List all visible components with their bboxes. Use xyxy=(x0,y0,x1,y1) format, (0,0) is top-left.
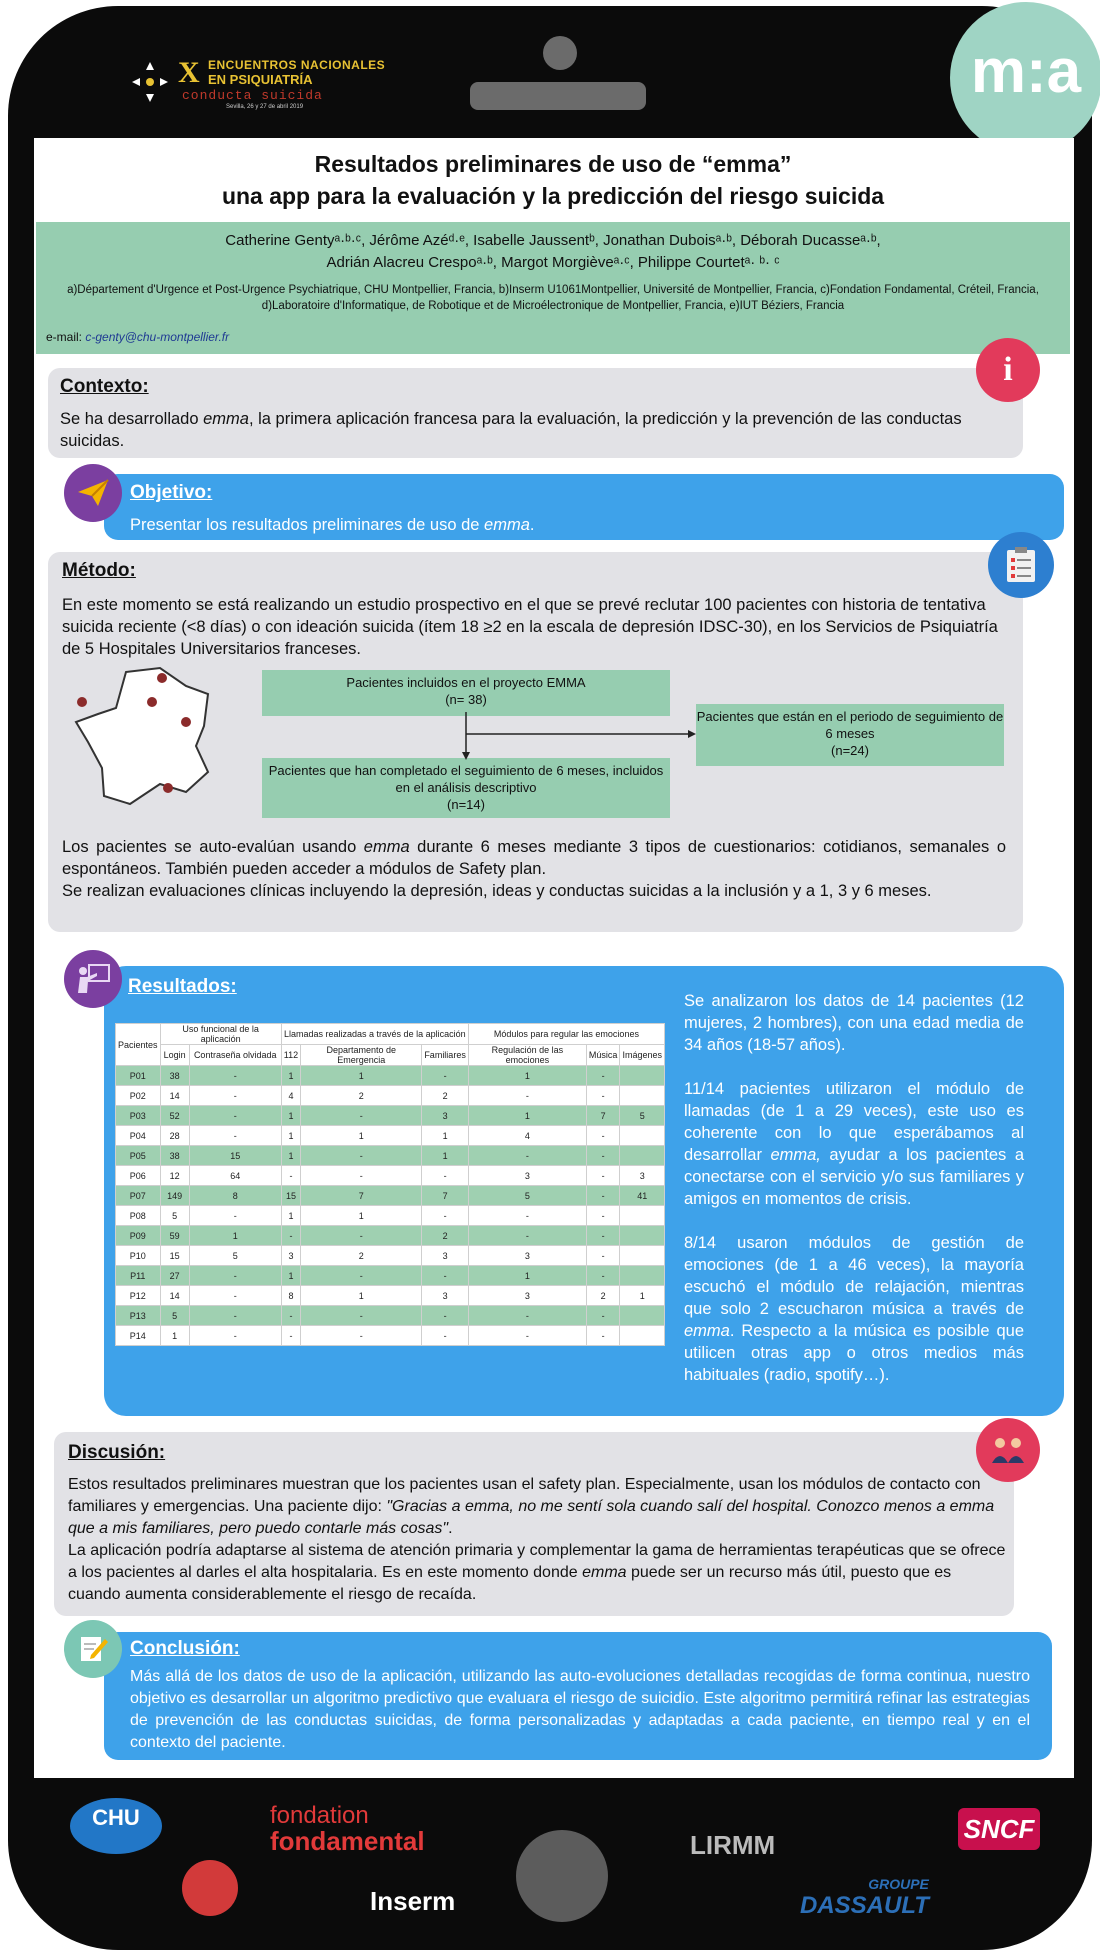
table-cell: - xyxy=(586,1226,620,1246)
table-cell: 59 xyxy=(160,1226,189,1246)
table-column-header: 112 xyxy=(281,1045,300,1066)
flow-box-completed: Pacientes que han completado el seguimiento de 6 meses, incluidos en el análisis descriptivo (n=14) xyxy=(262,758,670,818)
table-cell: - xyxy=(586,1326,620,1346)
table-cell: 3 xyxy=(422,1246,469,1266)
resultados-p3-a: 8/14 usaron módulos de gestión de emociones (de 1 a 46 veces), la mayoría escuchó el módulo de relajación, mientras que solo 2 escucharon música a través de xyxy=(684,1234,1024,1318)
table-row xyxy=(116,1186,665,1206)
resultados-p1: Se analizaron los datos de 14 pacientes (12 mujeres, 2 hombres), con una edad media de 34 años (18-57 años). xyxy=(684,992,1024,1054)
table-cell: - xyxy=(281,1166,300,1186)
table-cell: - xyxy=(422,1326,469,1346)
congress-line1: ENCUENTROS NACIONALES xyxy=(208,58,386,72)
table-cell: 14 xyxy=(160,1286,189,1306)
presenter-icon xyxy=(64,950,122,1008)
contexto-text-em: emma xyxy=(203,410,249,428)
speaker-bar xyxy=(470,82,646,110)
table-cell: 3 xyxy=(422,1286,469,1306)
table-cell: 12 xyxy=(160,1166,189,1186)
table-cell: 8 xyxy=(189,1186,281,1206)
table-cell: 2 xyxy=(586,1286,620,1306)
table-cell: 1 xyxy=(468,1266,586,1286)
table-cell: 5 xyxy=(189,1246,281,1266)
university-seal-icon xyxy=(182,1860,238,1916)
table-cell: 1 xyxy=(281,1066,300,1086)
fondation-text-2: fondamental xyxy=(270,1826,425,1856)
table-cell: - xyxy=(189,1126,281,1146)
congress-logo xyxy=(130,54,410,114)
table-cell: - xyxy=(422,1266,469,1286)
metodo-heading: Método: xyxy=(62,560,136,581)
resultados-p2-a: 11/14 pacientes utilizaron el módulo de llamadas (de 1 a 29 veces), este uso es coherente con lo que esperábamos al desarrollar xyxy=(684,1080,1024,1164)
metodo-paragraph-3: Se realizan evaluaciones clínicas incluyendo la depresión, ideas y conductas suicidas a la inclusión y a 1, 3 y 6 meses. xyxy=(62,882,932,900)
app-logo: m:a xyxy=(950,2,1100,154)
table-cell xyxy=(620,1266,665,1286)
table-cell: 41 xyxy=(620,1186,665,1206)
table-cell: 1 xyxy=(160,1326,189,1346)
contexto-heading: Contexto: xyxy=(60,376,149,397)
group-uso: Uso funcional de la aplicación xyxy=(160,1024,281,1045)
table-cell: P01 xyxy=(116,1066,161,1086)
table-cell: 1 xyxy=(281,1126,300,1146)
clipboard-icon xyxy=(988,532,1054,598)
table-cell: 1 xyxy=(281,1106,300,1126)
table-cell: 149 xyxy=(160,1186,189,1206)
table-cell xyxy=(620,1206,665,1226)
objetivo-text-em: emma xyxy=(484,516,530,534)
resultados-summary xyxy=(684,990,1024,1386)
table-cell: 3 xyxy=(422,1106,469,1126)
table-cell: - xyxy=(468,1326,586,1346)
table-cell xyxy=(620,1246,665,1266)
table-cell: P06 xyxy=(116,1166,161,1186)
table-cell: - xyxy=(586,1166,620,1186)
table-cell xyxy=(620,1066,665,1086)
table-cell: P05 xyxy=(116,1146,161,1166)
table-cell: - xyxy=(189,1306,281,1326)
table-column-header: Música xyxy=(586,1045,620,1066)
dassault-logo xyxy=(800,1876,929,1920)
table-cell: 1 xyxy=(189,1226,281,1246)
table-cell: 1 xyxy=(301,1206,422,1226)
congress-line2: EN PSIQUIATRÍA xyxy=(208,72,313,87)
chu-logo xyxy=(70,1798,162,1854)
discusion-p2 xyxy=(68,1540,1008,1606)
table-cell: 4 xyxy=(468,1126,586,1146)
table-cell: 15 xyxy=(160,1246,189,1266)
table-cell: 7 xyxy=(586,1106,620,1126)
resultados-p3 xyxy=(684,1232,1024,1386)
table-cell: 5 xyxy=(620,1106,665,1126)
email-label: e-mail: xyxy=(46,330,86,344)
table-cell: 3 xyxy=(281,1246,300,1266)
conclusion-heading: Conclusión: xyxy=(130,1638,240,1659)
table-cell: 1 xyxy=(422,1126,469,1146)
table-cell: - xyxy=(422,1206,469,1226)
table-row xyxy=(116,1326,665,1346)
table-cell: 52 xyxy=(160,1106,189,1126)
objetivo-text-b: . xyxy=(529,516,535,534)
table-cell: 5 xyxy=(468,1186,586,1206)
camera-dot xyxy=(543,36,577,70)
table-row xyxy=(116,1226,665,1246)
flow-box-followup: Pacientes que están en el periodo de seguimiento de 6 meses (n=24) xyxy=(696,704,1004,766)
table-cell: P08 xyxy=(116,1206,161,1226)
metodo-p2-b: durante 6 meses mediante 3 tipos de cuestionarios: cotidianos, semanales o espontáneos. También pueden acceder a módulos de Safety plan. xyxy=(62,838,1006,878)
table-cell: - xyxy=(468,1146,586,1166)
table-cell: 38 xyxy=(160,1066,189,1086)
objetivo-text xyxy=(130,514,534,536)
table-cell: 1 xyxy=(281,1146,300,1166)
contexto-section xyxy=(48,368,1023,458)
resultados-p3-em: emma xyxy=(684,1322,730,1340)
table-cell: - xyxy=(189,1326,281,1346)
table-cell: 2 xyxy=(301,1246,422,1266)
discussion-people-icon xyxy=(976,1418,1040,1482)
table-cell: 15 xyxy=(189,1146,281,1166)
sncf-logo: SNCF xyxy=(958,1808,1040,1850)
congress-date: Sevilla, 26 y 27 de abril 2019 xyxy=(226,104,304,110)
chu-logo-text: CHU xyxy=(92,1805,140,1830)
objetivo-heading: Objetivo: xyxy=(130,482,213,503)
discusion-p1-b: . xyxy=(448,1520,453,1537)
table-cell: - xyxy=(586,1086,620,1106)
table-cell: 7 xyxy=(301,1186,422,1206)
table-column-header: Imágenes xyxy=(620,1045,665,1066)
title-line1: Resultados preliminares de uso de “emma” xyxy=(314,151,792,177)
table-cell: - xyxy=(422,1066,469,1086)
table-cell: - xyxy=(301,1226,422,1246)
table-cell: - xyxy=(281,1326,300,1346)
table-cell: 27 xyxy=(160,1266,189,1286)
table-row xyxy=(116,1066,665,1086)
table-column-header: Contraseña olvidada xyxy=(189,1045,281,1066)
table-cell xyxy=(620,1326,665,1346)
table-cell xyxy=(620,1306,665,1326)
table-cell: - xyxy=(586,1146,620,1166)
table-cell: 1 xyxy=(301,1126,422,1146)
table-column-header: Regulación de las emociones xyxy=(468,1045,586,1066)
discusion-text xyxy=(68,1474,1008,1606)
table-cell: - xyxy=(189,1286,281,1306)
resultados-p2-em: emma, xyxy=(770,1146,821,1164)
table-row xyxy=(116,1206,665,1226)
group-llamadas: Llamadas realizadas a través de la aplicación xyxy=(281,1024,468,1045)
table-cell: 1 xyxy=(468,1106,586,1126)
table-cell: 1 xyxy=(301,1066,422,1086)
col-pacientes: Pacientes xyxy=(116,1024,161,1066)
table-cell: - xyxy=(281,1226,300,1246)
table-cell: 5 xyxy=(160,1206,189,1226)
table-cell: 1 xyxy=(620,1286,665,1306)
table-cell: 28 xyxy=(160,1126,189,1146)
table-row xyxy=(116,1266,665,1286)
congress-line3: conducta suicida xyxy=(182,88,323,103)
discusion-p2-a: La aplicación podría adaptarse al sistema de atención primaria y complementar la gama de herramientas terapéuticas que se ofrece a los pacientes al darles el alta hospitalaria. Es en este momento donde xyxy=(68,1542,1006,1581)
fondation-logo xyxy=(270,1804,425,1854)
resultados-p2 xyxy=(684,1078,1024,1210)
contexto-text-a: Se ha desarrollado xyxy=(60,410,204,428)
table-cell: 3 xyxy=(468,1286,586,1306)
flow-box-included: Pacientes incluidos en el proyecto EMMA (n= 38) xyxy=(262,670,670,716)
authors-line2: Adrián Alacreu Crespoᵃ·ᵇ, Margot Morgièveᵃ·ᶜ, Philippe Courtetᵃ· ᵇ· ᶜ xyxy=(326,254,780,271)
table-cell: - xyxy=(586,1186,620,1206)
table-cell: - xyxy=(586,1246,620,1266)
table-cell: P14 xyxy=(116,1326,161,1346)
table-cell: 5 xyxy=(160,1306,189,1326)
dassault-text-2: DASSAULT xyxy=(800,1892,929,1919)
table-cell: 64 xyxy=(189,1166,281,1186)
table-row xyxy=(116,1286,665,1306)
table-cell: - xyxy=(586,1306,620,1326)
discusion-heading: Discusión: xyxy=(68,1442,166,1463)
discusion-p2-em: emma xyxy=(582,1564,627,1581)
table-cell: 2 xyxy=(422,1086,469,1106)
table-cell: 14 xyxy=(160,1086,189,1106)
lirmm-logo: LIRMM xyxy=(690,1830,776,1860)
table-cell: - xyxy=(586,1206,620,1226)
table-cell xyxy=(620,1126,665,1146)
dassault-text-1: GROUPE xyxy=(868,1876,929,1892)
affiliations: a)Département d'Urgence et Post-Urgence Psychiatrique, CHU Montpellier, Francia, b)Inserm U1061Montpellier, Université de Montpellier, Francia, c)Fondation Fondamental, Créteil, Francia, d)Laboratoire d'Informatique, de Robotique et de Microélectronique de Montpellier, Francia, e)IUT Béziers, Francia xyxy=(67,284,1039,312)
table-cell: - xyxy=(468,1206,586,1226)
results-table xyxy=(115,1023,665,1346)
resultados-p3-b: . Respecto a la música es posible que utilicen otras app o otros medios más habituales (radio, spotify…). xyxy=(684,1322,1024,1384)
group-modulos: Módulos para regular las emociones xyxy=(468,1024,664,1045)
metodo-paragraph-2 xyxy=(62,836,1006,880)
congress-logo-icon xyxy=(130,60,170,104)
objetivo-text-a: Presentar los resultados preliminares de uso de xyxy=(130,516,485,534)
table-cell: P09 xyxy=(116,1226,161,1246)
table-cell: - xyxy=(189,1106,281,1126)
objetivo-section xyxy=(104,474,1064,540)
home-button[interactable] xyxy=(516,1830,608,1922)
conclusion-section xyxy=(104,1632,1052,1760)
table-cell: 1 xyxy=(281,1206,300,1226)
table-cell: 7 xyxy=(422,1186,469,1206)
table-cell: 2 xyxy=(422,1226,469,1246)
table-cell: P12 xyxy=(116,1286,161,1306)
table-cell: - xyxy=(468,1226,586,1246)
info-icon: i xyxy=(976,338,1040,402)
table-cell: 1 xyxy=(301,1286,422,1306)
conclusion-text: Más allá de los datos de uso de la aplicación, utilizando las auto-evoluciones detalladas recogidas de forma continua, nuestro objetivo es desarrollar un algoritmo predictivo que evaluara el riesgo de suicidio. Este algoritmo permitirá refinar las estrategias de prevención de las conductas suicidas, de forma personalizadas y adaptadas a cada paciente, en tiempo real y en el contexto del paciente. xyxy=(130,1668,1030,1751)
table-cell: - xyxy=(281,1306,300,1326)
email-link[interactable]: c-genty@chu-montpellier.fr xyxy=(85,330,230,344)
paper-plane-icon xyxy=(64,464,122,522)
table-cell: - xyxy=(301,1106,422,1126)
table-cell: - xyxy=(189,1206,281,1226)
table-cell: - xyxy=(468,1306,586,1326)
table-cell: P07 xyxy=(116,1186,161,1206)
metodo-p2-em: emma xyxy=(363,838,410,856)
discusion-section xyxy=(54,1432,1014,1616)
table-cell: 15 xyxy=(281,1186,300,1206)
inserm-logo: Inserm xyxy=(370,1886,456,1916)
table-cell: - xyxy=(301,1166,422,1186)
table-cell: - xyxy=(301,1326,422,1346)
table-cell xyxy=(620,1086,665,1106)
contact-email xyxy=(46,330,229,344)
france-map-icon xyxy=(68,664,228,814)
metodo-paragraph-1: En este momento se está realizando un estudio prospectivo en el que se prevé reclutar 100 pacientes con historia de tentativa suicida reciente (<8 días) o con ideación suicida (ítem 18 ≥2 en la escala de depresión IDSC-30), en los Servicios de Psiquiatría de 5 Hospitales Universitarios franceses. xyxy=(62,596,998,658)
discusion-p1 xyxy=(68,1474,1008,1540)
metodo-p2-a: Los pacientes se auto-evalúan usando xyxy=(62,838,364,856)
table-cell: - xyxy=(586,1266,620,1286)
table-cell xyxy=(620,1226,665,1246)
table-cell: - xyxy=(586,1126,620,1146)
authors-line1: Catherine Gentyᵃ·ᵇ·ᶜ, Jérôme Azéᵈ·ᵉ, Isabelle Jaussentᵇ, Jonathan Duboisᵃ·ᵇ, Déborah Ducasseᵃ·ᵇ, xyxy=(225,232,881,249)
table-row xyxy=(116,1106,665,1126)
table-cell: 3 xyxy=(620,1166,665,1186)
table-row xyxy=(116,1246,665,1266)
table-cell: 8 xyxy=(281,1286,300,1306)
table-cell: 3 xyxy=(468,1246,586,1266)
table-column-header: Login xyxy=(160,1045,189,1066)
congress-edition: X xyxy=(178,56,200,89)
table-cell: - xyxy=(422,1306,469,1326)
authors-block xyxy=(36,222,1070,354)
table-cell: P10 xyxy=(116,1246,161,1266)
table-cell: 1 xyxy=(281,1266,300,1286)
table-cell: - xyxy=(468,1086,586,1106)
table-cell: - xyxy=(586,1066,620,1086)
table-cell: P13 xyxy=(116,1306,161,1326)
table-column-header: Departamento de Emergencia xyxy=(301,1045,422,1066)
table-cell xyxy=(620,1146,665,1166)
table-cell: P02 xyxy=(116,1086,161,1106)
table-cell: - xyxy=(189,1086,281,1106)
table-cell: P11 xyxy=(116,1266,161,1286)
table-cell: - xyxy=(301,1306,422,1326)
notepad-icon xyxy=(64,1620,122,1678)
table-cell: 2 xyxy=(301,1086,422,1106)
resultados-heading: Resultados: xyxy=(128,976,237,997)
discusion-p1-a: Estos resultados preliminares muestran que los pacientes usan el safety plan. Especialmente, usan los módulos de contacto con familiares y emergencias. Una paciente dijo: xyxy=(68,1476,981,1515)
table-cell: 1 xyxy=(468,1066,586,1086)
table-row xyxy=(116,1306,665,1326)
table-cell: 38 xyxy=(160,1146,189,1166)
table-cell: - xyxy=(301,1266,422,1286)
resultados-p2-b: ayudar a los pacientes a conectarse con el servicio y/o sus familiares y amigos en momentos de crisis. xyxy=(684,1146,1024,1208)
table-cell: 3 xyxy=(468,1166,586,1186)
table-cell: - xyxy=(422,1166,469,1186)
table-cell: 4 xyxy=(281,1086,300,1106)
table-cell: - xyxy=(189,1266,281,1286)
table-row xyxy=(116,1166,665,1186)
table-column-header: Familiares xyxy=(422,1045,469,1066)
fondation-text-1: fondation xyxy=(270,1802,369,1829)
table-cell: - xyxy=(301,1146,422,1166)
table-cell: 1 xyxy=(422,1146,469,1166)
discusion-p2-b: puede ser un recurso más útil, puesto que es cuando aumenta considerablemente el riesgo de recaída. xyxy=(68,1564,952,1603)
title-line2: una app para la evaluación y la predicción del riesgo suicida xyxy=(221,183,885,209)
table-row xyxy=(116,1146,665,1166)
table-cell: P03 xyxy=(116,1106,161,1126)
contexto-text-b: , la primera aplicación francesa para la evaluación, la predicción y la prevención de las conductas suicidas. xyxy=(60,410,962,450)
table-row xyxy=(116,1086,665,1106)
poster-title xyxy=(36,148,1070,212)
contexto-text xyxy=(60,408,1000,452)
table-row xyxy=(116,1126,665,1146)
table-cell: P04 xyxy=(116,1126,161,1146)
flow-arrows xyxy=(460,712,700,762)
table-cell: - xyxy=(189,1066,281,1086)
discusion-quote: "Gracias a emma, no me sentí sola cuando salí del hospital. Conozco menos a emma que a mis familiares, pero puedo contarle más cosas" xyxy=(68,1498,995,1537)
